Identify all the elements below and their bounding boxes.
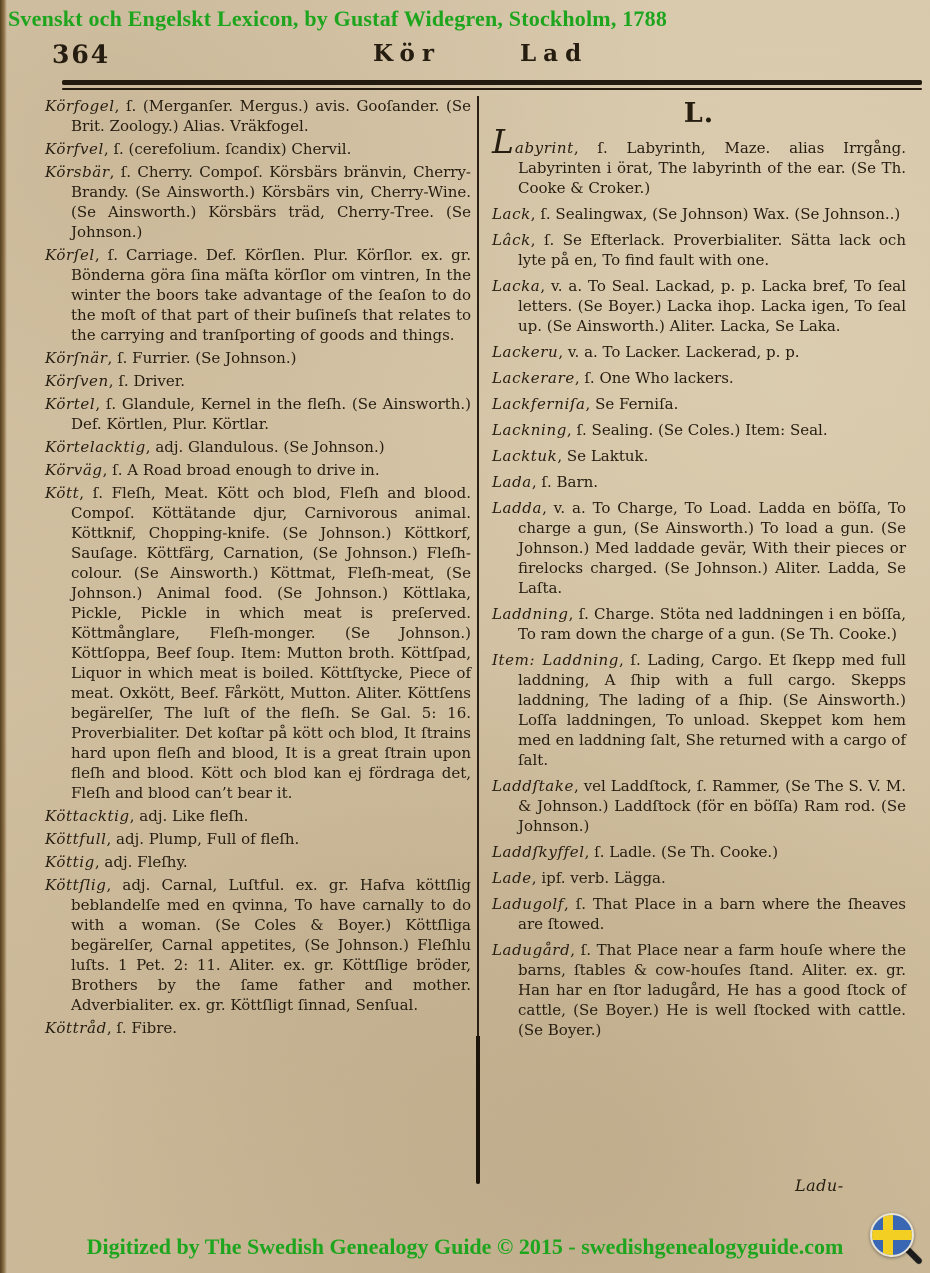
dictionary-entry xyxy=(492,472,906,492)
dictionary-entry xyxy=(45,371,471,391)
entry-body-text: , ſ. One Who lackers. xyxy=(574,369,734,387)
entry-body-text: , v. a. To Charge, To Load. Ladda en böſſa, To charge a gun, (Se Ainsworth.) To load a gun. (Se Johnson.) Med laddade gevär, With their pieces or firelocks charged. (Se Johnson.) Aliter. Ladda, Se Laſta. xyxy=(518,499,906,597)
entry-body-text: , ſ. Fleſh, Meat. Kött och blod, Fleſh and blood. Compoſ. Köttätande djur, Carnivorous animal. Köttknif, Chopping-knife. (Se Johnson.) Köttkorf, Sauſage. Köttfärg, Carnation, (Se Johnson.) Fleſh-colour. (Se Ainsworth.) Köttmat, Fleſh-meat, (Se Johnson.) Animal food. (Se Johnson.) Köttlaka, Pickle, Pickle in which meat is preſerved. Köttmånglare, Fleſh-monger. (Se Johnson.) Köttſoppa, Beef ſoup. Item: Mutton broth. Köttſpad, Liquor in which meat is boiled. Köttſtycke, Piece of meat. Oxkött, Beef. Fårkött, Mutton. Aliter. Köttſens begärelſer, The luſt of the fleſh. Se Gal. 5: 16. Proverbialiter. Det koſtar på kött och blod, It ſtrains hard upon fleſh and blood, It is a great ſtrain upon fleſh and blood. Kött och blod kan ej fördraga det, Fleſh and blood can’t bear it. xyxy=(71,484,471,802)
entry-body-text: , ſ. Lading, Cargo. Et ſkepp med full laddning, A ſhip with a full cargo. Skepps laddning, The lading of a ſhip. (Se Ainsworth.) Loſſa laddningen, To unload. Skeppet kom hem med en laddning ſalt, She returned with a cargo of ſalt. xyxy=(518,651,906,769)
scan-left-edge-shadow xyxy=(0,0,7,1273)
dictionary-entry xyxy=(492,940,906,1040)
dictionary-entry xyxy=(492,842,906,862)
entry-body-text: , ſ. Fibre. xyxy=(106,1019,178,1037)
entry-headword: Item: Laddning xyxy=(492,651,619,669)
entry-body-text: , v. a. To Lacker. Lackerad, p. p. xyxy=(558,343,800,361)
dictionary-entry xyxy=(45,245,471,345)
entry-headword: Lack xyxy=(492,205,531,223)
entry-body-text: , adj. Glandulous. (Se Johnson.) xyxy=(145,438,385,456)
column-divider-rule xyxy=(477,96,479,1126)
entry-body-text: , vel Laddſtock, ſ. Rammer, (Se The S. V. M. & Johnson.) Laddſtock (för en böſſa) Ram rod. (Se Johnson.) xyxy=(518,777,906,835)
dictionary-entry xyxy=(492,394,906,414)
dictionary-entry xyxy=(45,875,471,1015)
entry-headword: Lacktuk xyxy=(492,447,558,465)
entry-headword: Körſnär xyxy=(45,349,108,367)
dictionary-entry xyxy=(492,204,906,224)
entry-headword: Köttråd xyxy=(45,1019,107,1037)
swedish-flag-lens xyxy=(870,1213,914,1257)
entry-headword: Laddſkyffel xyxy=(492,843,585,861)
column-divider-rule-thick xyxy=(476,1036,480,1184)
entry-body-text: , ſ. A Road broad enough to drive in. xyxy=(102,461,380,479)
entry-headword: Körsbär xyxy=(45,163,110,181)
entry-body-text: , adj. Fleſhy. xyxy=(94,853,188,871)
digitizer-title-banner: Svenskt och Engelskt Lexicon, by Gustaf Widegren, Stockholm, 1788 xyxy=(8,6,668,31)
entry-body-text: , v. a. To Seal. Lackad, p. p. Lacka bref, To ſeal letters. (Se Boyer.) Lacka ihop. Lacka igen, To ſeal up. (Se Ainsworth.) Aliter. Lacka, Se Laka. xyxy=(518,277,906,335)
dictionary-entry xyxy=(492,446,906,466)
dictionary-entry xyxy=(45,162,471,242)
entry-headword: Lackferniſa xyxy=(492,395,586,413)
dictionary-entry xyxy=(492,498,906,598)
entry-headword: Ladugård xyxy=(492,941,571,959)
section-heading-L: L. xyxy=(683,98,715,129)
entry-headword: Köttſlig xyxy=(45,876,107,894)
dictionary-entry xyxy=(45,483,471,803)
dictionary-entry xyxy=(492,342,906,362)
entry-headword: Lackerare xyxy=(492,369,575,387)
swedish-flag-magnifier-icon xyxy=(868,1213,923,1271)
entry-body-text: , ſ. Se Efterlack. Proverbialiter. Sätta lack och lyte på en, To find fault with one. xyxy=(518,231,906,269)
entry-headword: Köttfull xyxy=(45,830,107,848)
entry-headword: Laddning xyxy=(492,605,569,623)
entry-headword: Lackning xyxy=(492,421,567,439)
entry-headword: Ladugolf xyxy=(492,895,564,913)
dictionary-entry xyxy=(492,604,906,644)
dictionary-entry xyxy=(492,420,906,440)
entry-body-text: , adj. Like fleſh. xyxy=(129,807,249,825)
dictionary-entry xyxy=(492,776,906,836)
header-double-rule xyxy=(62,80,922,90)
entry-headword: Laddſtake xyxy=(492,777,574,795)
entry-body-text: , ſ. Glandule, Kernel in the fleſh. (Se Ainsworth.) Def. Körtlen, Plur. Körtlar. xyxy=(71,395,471,433)
left-text-column xyxy=(45,96,471,1041)
entry-body-text: , ſ. Carriage. Def. Körſlen. Plur. Körſlor. ex. gr. Bönderna göra ſina mäſta körſlor om vintren, In the winter the boors take advantage of the ſeaſon to do the moſt of that part of their buſineſs that relates to the carrying and tranſporting of goods and things. xyxy=(71,246,471,344)
entry-body-text: , ſ. Labyrinth, Maze. alias Irrgång. Labyrinten i örat, The labyrinth of the ear. (Se Th. Cooke & Croker.) xyxy=(518,139,906,197)
entry-headword: Lâck xyxy=(492,231,531,249)
entry-body-text: , ſ. Sealingwax, (Se Johnson) Wax. (Se Johnson..) xyxy=(530,205,901,223)
dictionary-entry xyxy=(492,650,906,770)
dictionary-entry xyxy=(45,96,471,136)
entry-headword: Köttacktig xyxy=(45,807,130,825)
dictionary-entry xyxy=(492,368,906,388)
entry-headword: Körfogel xyxy=(45,97,115,115)
dictionary-entry xyxy=(45,460,471,480)
entry-headword: Lacka xyxy=(492,277,541,295)
entry-body-text: , ſ. That Place near a farm houſe where the barns, ſtables & cow-houſes ſtand. Aliter. ex. gr. Han har en ſtor ladugård, He has a good ſtock of cattle, (Se Boyer.) He is well ſtocked with cattle. (Se Boyer.) xyxy=(518,941,906,1039)
dictionary-entry xyxy=(45,829,471,849)
dictionary-entry xyxy=(492,230,906,270)
entry-body-text: , ſ. Cherry. Compoſ. Körsbärs bränvin, Cherry-Brandy. (Se Ainsworth.) Körsbärs vin, Cherry-Wine. (Se Ainsworth.) Körsbärs träd, Cherry-Tree. (Se Johnson.) xyxy=(71,163,471,241)
page-number: 364 xyxy=(52,40,111,69)
entry-headword: Körtelacktig xyxy=(45,438,146,456)
dictionary-entry xyxy=(492,122,906,198)
catchword: Ladu- xyxy=(795,1176,844,1195)
dictionary-entry xyxy=(45,852,471,872)
dictionary-entry xyxy=(45,806,471,826)
dictionary-entry xyxy=(45,437,471,457)
running-head-right: Lad xyxy=(520,40,589,67)
footer-credit: Digitized by The Swedish Genealogy Guide © 2015 - swedishgenealogyguide.com xyxy=(86,1234,844,1259)
entry-body-text: , ſ. Ladle. (Se Th. Cooke.) xyxy=(584,843,779,861)
entry-body-text: , ſ. That Place in a barn where the ſheaves are ſtowed. xyxy=(518,895,906,933)
entry-headword: Ladda xyxy=(492,499,543,517)
entry-body-text: , ſ. (Merganſer. Mergus.) avis. Gooſander. (Se Brit. Zoology.) Alias. Vräkfogel. xyxy=(71,97,471,135)
dictionary-entry xyxy=(45,348,471,368)
entry-body-text: , adj. Plump, Full of fleſh. xyxy=(106,830,300,848)
entry-body-text: , ſ. Charge. Stöta ned laddningen i en böſſa, To ram down the charge of a gun. (Se Th. Cooke.) xyxy=(518,605,906,643)
dropcap-initial: L xyxy=(492,122,515,161)
entry-body-text: , ſ. (cerefolium. ſcandix) Chervil. xyxy=(103,140,352,158)
dictionary-entry xyxy=(492,894,906,934)
entry-body-text: , ſ. Driver. xyxy=(108,372,186,390)
entry-headword: Lackeru xyxy=(492,343,559,361)
dictionary-entry xyxy=(45,1018,471,1038)
entry-body-text: , ipf. verb. Lägga. xyxy=(531,869,666,887)
entry-headword: Labyrint xyxy=(492,122,574,161)
entry-headword: Körväg xyxy=(45,461,103,479)
entry-body-text: , Se Laktuk. xyxy=(557,447,649,465)
dictionary-entry xyxy=(45,394,471,434)
entry-body-text: , Se Ferniſa. xyxy=(585,395,679,413)
entry-body-text: , ſ. Sealing. (Se Coles.) Item: Seal. xyxy=(566,421,828,439)
entry-headword: Körtel xyxy=(45,395,96,413)
entry-body-text: , adj. Carnal, Luſtful. ex. gr. Hafva köttſlig beblandelſe med en qvinna, To have carnally to do with a woman. (Se Coles & Boyer.) Köttſliga begärelſer, Carnal appetites, (Se Johnson.) Fleſhlu luſts. 1 Pet. 2: 11. Aliter. ex. gr. Köttſlige bröder, Brothers by the ſame father and mother. Adverbialiter. ex. gr. Köttſligt ſinnad, Senſual. xyxy=(71,876,471,1014)
running-head-left: Kör xyxy=(373,40,441,67)
entry-headword: Lade xyxy=(492,869,532,887)
entry-headword: Köttig xyxy=(45,853,95,871)
entry-body-text: , ſ. Barn. xyxy=(531,473,599,491)
entry-headword: Körſel xyxy=(45,246,95,264)
entry-body-text: , ſ. Furrier. (Se Johnson.) xyxy=(107,349,297,367)
dictionary-entry xyxy=(492,276,906,336)
dictionary-entry xyxy=(492,868,906,888)
dictionary-entry xyxy=(45,139,471,159)
entry-headword: Körſven xyxy=(45,372,109,390)
entry-headword: Kött xyxy=(45,484,80,502)
entry-headword: Körfvel xyxy=(45,140,104,158)
right-text-column xyxy=(492,96,906,1046)
entry-headword: Lada xyxy=(492,473,532,491)
